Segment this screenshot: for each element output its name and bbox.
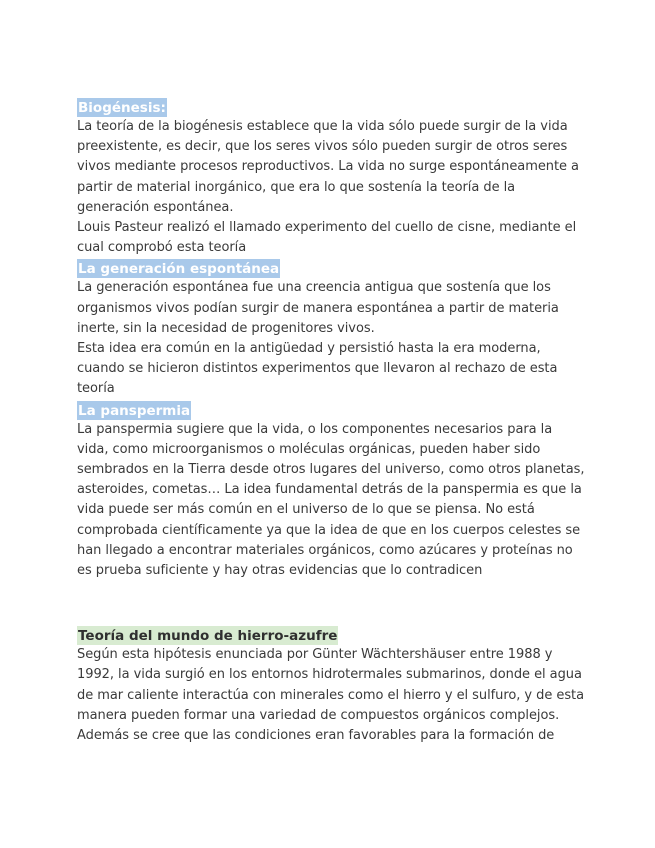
section-panspermia [77, 400, 587, 582]
section-heading: La generación espontánea [78, 261, 280, 278]
section-heading: Biogénesis: [78, 100, 166, 116]
section-heading: La panspermia [78, 402, 191, 419]
paragraph: Esta idea era común en la antigüedad y persistió hasta la era moderna, cuando se hicieron distintos experimentos que llevaron al rechazo de esta teoría [77, 341, 558, 397]
section-heading: Teoría del mundo de hierro-azufre [78, 628, 338, 645]
section-biogenesis [77, 97, 587, 258]
section-hierro-azufre [77, 625, 587, 746]
section-generacion-espontanea [77, 258, 587, 399]
paragraph: La generación espontánea fue una creencia antigua que sostenía que los organismos vivos podían surgir de manera espontánea a partir de materia inerte, sin la necesidad de progenitores vivos. [77, 280, 559, 336]
paragraph: Louis Pasteur realizó el llamado experimento del cuello de cisne, mediante el cual comprobó esta teoría [77, 220, 577, 256]
paragraph: La panspermia sugiere que la vida, o los componentes necesarios para la vida, como microorganismos o moléculas orgánicas, pueden haber sido sembrados en la Tierra desde otros lugares del universo, como otros planetas, asteroides, cometas… La idea fundamental detrás de la panspermia es que la vida puede ser más común en el universo de lo que se piensa. No está comprobada científicamente ya que la idea de que en los cuerpos celestes se han llegado a encontrar materiales orgánicos, como azúcares y proteínas no es prueba suficiente y hay otras evidencias que lo contradicen [77, 421, 585, 579]
spacer [77, 581, 587, 625]
document-page [77, 97, 587, 746]
paragraph: La teoría de la biogénesis establece que la vida sólo puede surgir de la vida preexistente, es decir, que los seres vivos sólo pueden surgir de otros seres vivos mediante procesos reproductivos. La vida no surge espontáneamente a partir de material inorgánico, que era lo que sostenía la teoría de la generación espontánea. [77, 119, 579, 215]
paragraph: Según esta hipótesis enunciada por Günter Wächtershäuser entre 1988 y 1992, la vida surgió en los entornos hidrotermales submarinos, donde el agua de mar caliente interactúa con minerales como el hierro y el sulfuro, y de esta manera pueden formar una variedad de compuestos orgánicos complejos. Además se cree que las condiciones eran favorables para la formación de [77, 647, 585, 744]
